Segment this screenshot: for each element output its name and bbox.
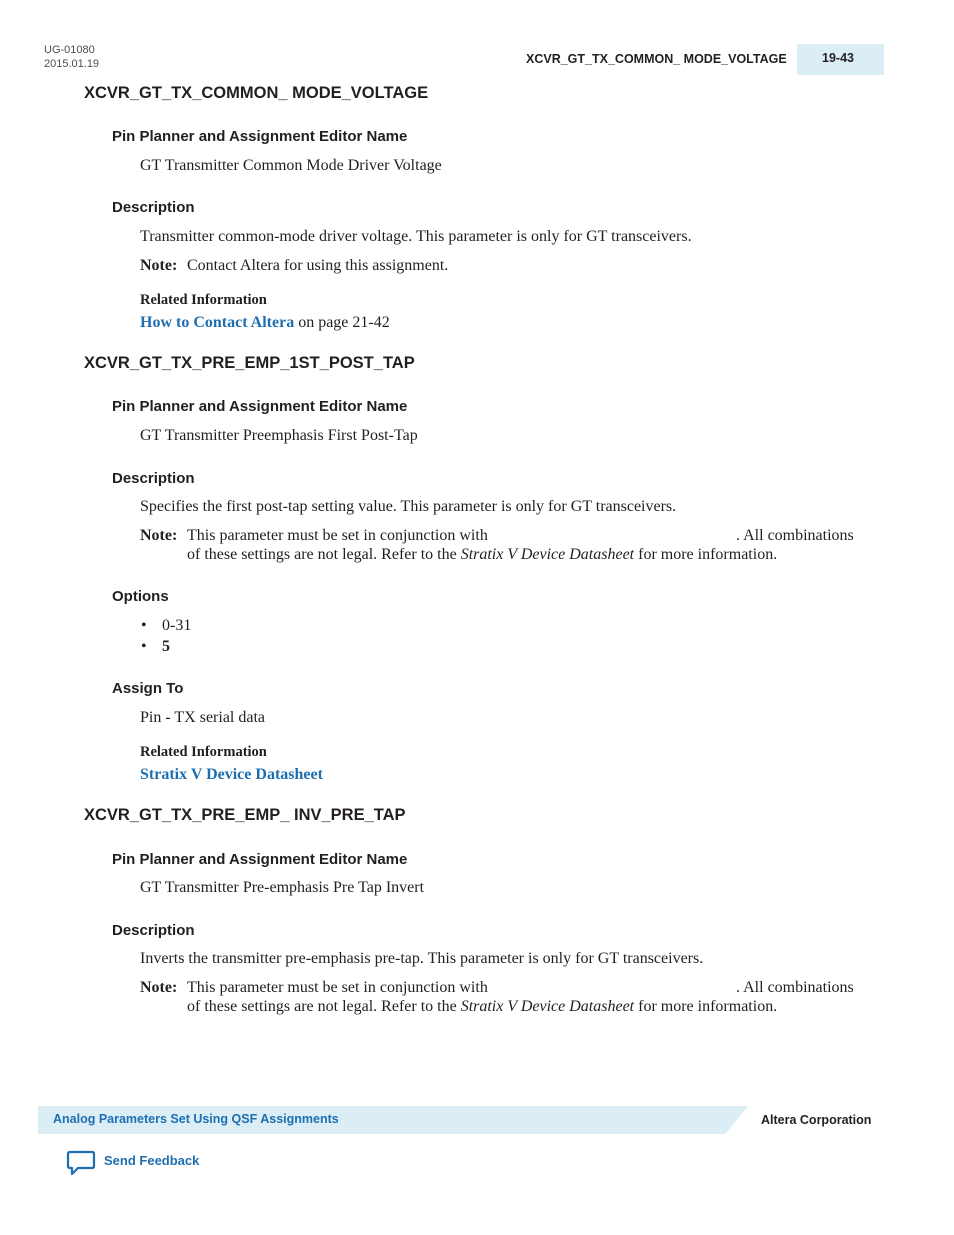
pin-planner-heading: Pin Planner and Assignment Editor Name xyxy=(112,398,408,415)
description-text: Transmitter common-mode driver voltage. This parameter is only for GT transceivers. xyxy=(140,228,692,245)
pin-planner-name: GT Transmitter Preemphasis First Post-Tap xyxy=(140,427,418,444)
assign-to-heading: Assign To xyxy=(112,680,184,697)
how-to-contact-altera-link[interactable]: How to Contact Altera xyxy=(140,314,295,331)
bullet-icon: • xyxy=(141,617,147,634)
section-title: XCVR_GT_TX_PRE_EMP_1ST_POST_TAP xyxy=(84,354,415,372)
description-text: Inverts the transmitter pre-emphasis pre-tap. This parameter is only for GT transceivers. xyxy=(140,950,704,967)
doc-number: UG-01080 xyxy=(44,44,95,56)
note-label: Note: xyxy=(140,257,178,274)
description-heading: Description xyxy=(112,470,195,487)
doc-date: 2015.01.19 xyxy=(44,58,100,70)
description-heading: Description xyxy=(112,922,195,939)
pin-planner-name: GT Transmitter Common Mode Driver Voltage xyxy=(140,157,442,174)
related-info xyxy=(140,314,390,332)
assign-to-value: Pin - TX serial data xyxy=(140,709,266,726)
page-number: 19-43 xyxy=(822,51,854,65)
section-title: XCVR_GT_TX_COMMON_ MODE_VOLTAGE xyxy=(84,84,429,102)
pin-planner-heading: Pin Planner and Assignment Editor Name xyxy=(112,128,408,145)
description-text: Specifies the first post-tap setting value. This parameter is only for GT transceivers. xyxy=(140,498,677,515)
stratix-v-datasheet-link[interactable]: Stratix V Device Datasheet xyxy=(140,766,323,783)
doc-id xyxy=(44,43,99,71)
section-title: XCVR_GT_TX_PRE_EMP_ INV_PRE_TAP xyxy=(84,806,406,824)
footer-chapter-title: Analog Parameters Set Using QSF Assignments xyxy=(53,1112,339,1126)
related-info-heading: Related Information xyxy=(140,744,267,760)
options-heading: Options xyxy=(112,588,169,605)
running-title: XCVR_GT_TX_COMMON_ MODE_VOLTAGE xyxy=(526,52,787,66)
footer-company: Altera Corporation xyxy=(761,1113,872,1127)
datasheet-title: Stratix V Device Datasheet xyxy=(460,998,635,1015)
option-item: 0-31 xyxy=(162,617,192,634)
note-text-line1-end: . All combinations xyxy=(736,979,854,996)
datasheet-title: Stratix V Device Datasheet xyxy=(460,546,635,563)
note-text-line1: This parameter must be set in conjunction with xyxy=(187,527,488,544)
note-text: Contact Altera for using this assignment. xyxy=(187,257,449,274)
note-label: Note: xyxy=(140,527,178,544)
related-page-ref: on page 21-42 xyxy=(294,314,390,331)
pin-planner-heading: Pin Planner and Assignment Editor Name xyxy=(112,851,408,868)
description-heading: Description xyxy=(112,199,195,216)
speech-bubble-icon[interactable] xyxy=(66,1150,96,1177)
note-text-line2: of these settings are not legal. Refer to the Stratix V Device Datasheet for more information. xyxy=(187,546,778,563)
note-text-line1: This parameter must be set in conjunction with xyxy=(187,979,488,996)
note-label: Note: xyxy=(140,979,178,996)
note-text-line1-end: . All combinations xyxy=(736,527,854,544)
send-feedback-link[interactable]: Send Feedback xyxy=(104,1153,200,1168)
pin-planner-name: GT Transmitter Pre-emphasis Pre Tap Invert xyxy=(140,879,425,896)
bullet-icon: • xyxy=(141,638,147,655)
option-item-default: 5 xyxy=(162,638,170,655)
related-info-heading: Related Information xyxy=(140,292,267,308)
note-text-line2: of these settings are not legal. Refer to the Stratix V Device Datasheet for more information. xyxy=(187,998,778,1015)
